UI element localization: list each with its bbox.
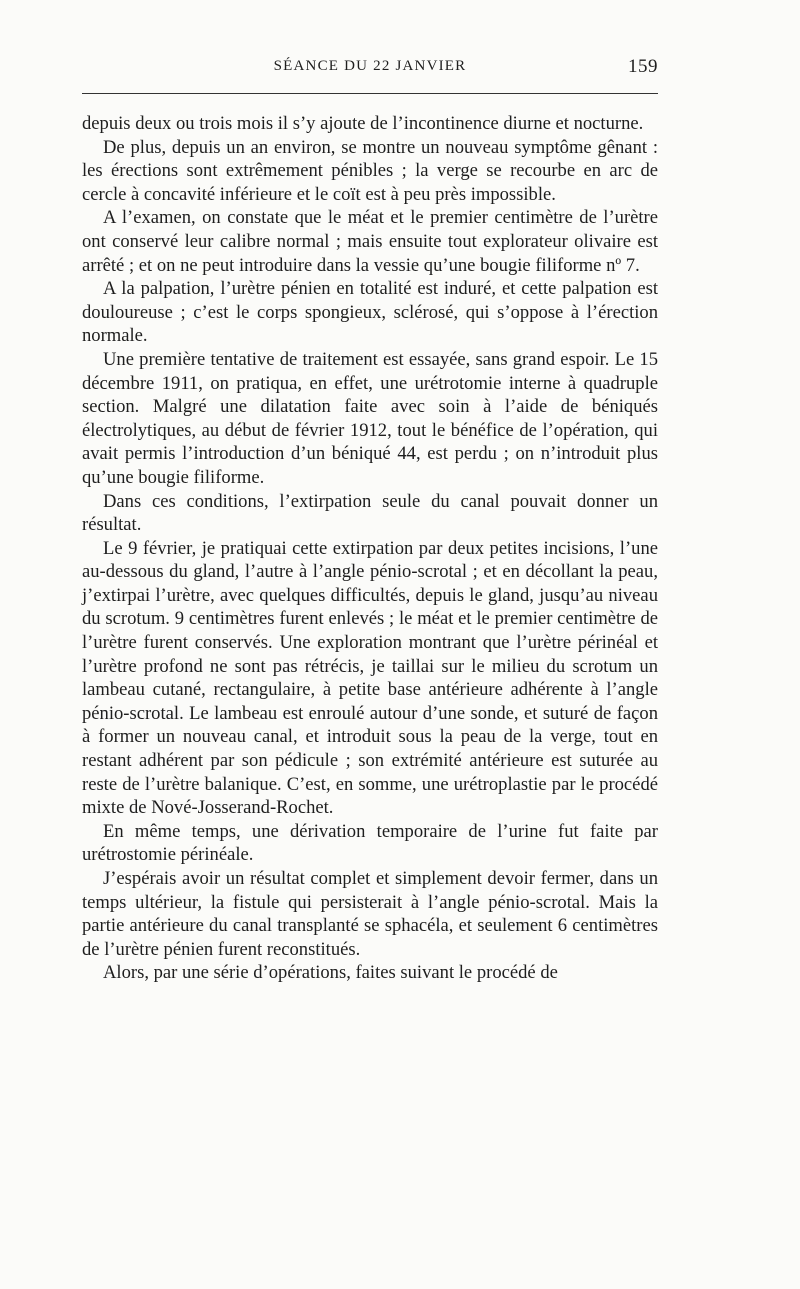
body-text (82, 112, 658, 985)
paragraph: A la palpation, l’urètre pénien en totalité est induré, et cette palpation est douloureuse ; c’est le corps spongieux, sclérosé, qui s’oppose à l’érection normale. (82, 278, 658, 347)
paragraph: Alors, par une série d’opérations, faites suivant le procédé de (103, 962, 558, 984)
paragraph: A l’examen, on constate que le méat et le premier centimètre de l’urètre ont conservé leur calibre normal ; mais ensuite tout explorateur olivaire est arrêté ; et on ne peut introduire dans la vessie qu’une bougie filiforme nº 7. (82, 207, 658, 276)
running-head (82, 58, 658, 82)
paragraph: De plus, depuis un an environ, se montre un nouveau symptôme gênant : les érections sont extrêmement pénibles ; la verge se recourbe en arc de cercle à concavité inférieure et le coït est à peu près impossible. (82, 136, 658, 205)
running-head-title: SÉANCE DU 22 JANVIER (273, 58, 467, 74)
paragraph: Une première tentative de traitement est essayée, sans grand espoir. Le 15 décembre 1911, on pratiqua, en effet, une urétrotomie interne à quadruple section. Malgré une dilatation faite avec soin à l’aide de béniqués électrolytiques, au début de février 1912, tout le bénéfice de l’opération, qui avait permis l’introduction d’un béniqué 44, est perdu ; on n’introduit plus qu’une bougie filiforme. (82, 348, 658, 488)
header-rule (82, 93, 658, 94)
paragraph: depuis deux ou trois mois il s’y ajoute de l’incontinence diurne et nocturne. (82, 113, 644, 134)
paragraph: J’espérais avoir un résultat complet et simplement devoir fermer, dans un temps ultérieur, la fistule qui persisterait à l’angle pénio-scrotal. Mais la partie antérieure du canal transplanté se sphacéla, et seulement 6 centimètres de l’urètre pénien furent reconstitués. (82, 868, 658, 960)
paragraph: Le 9 février, je pratiquai cette extirpation par deux petites incisions, l’une au-dessous du gland, l’autre à l’angle pénio-scrotal ; et en décollant la peau, j’extirpai l’urètre, avec quelques difficultés, depuis le gland, jusqu’au niveau du scrotum. 9 centimètres furent enlevés ; le méat et le premier centimètre de l’urètre furent conservés. Une exploration montrant que l’urètre périnéal et l’urètre profond ne sont pas rétrécis, je taillai sur le milieu du scrotum un lambeau cutané, rectangulaire, à petite base antérieure adhérente à l’angle pénio-scrotal. Le lambeau est enroulé autour d’une sonde, et suturé de façon à former un nouveau canal, et introduit sous la peau de la verge, tout en restant adhérent par son pédicule ; son extrémité antérieure est suturée au reste de l’urètre balanique. C’est, en somme, une urétroplastie par le procédé mixte de Nové-Josserand-Rochet. (82, 537, 658, 819)
paragraph: Dans ces conditions, l’extirpation seule du canal pouvait donner un résultat. (82, 490, 658, 536)
page-number: 159 (628, 56, 658, 77)
paragraph: En même temps, une dérivation temporaire de l’urine fut faite par urétrostomie périnéale. (82, 820, 658, 866)
